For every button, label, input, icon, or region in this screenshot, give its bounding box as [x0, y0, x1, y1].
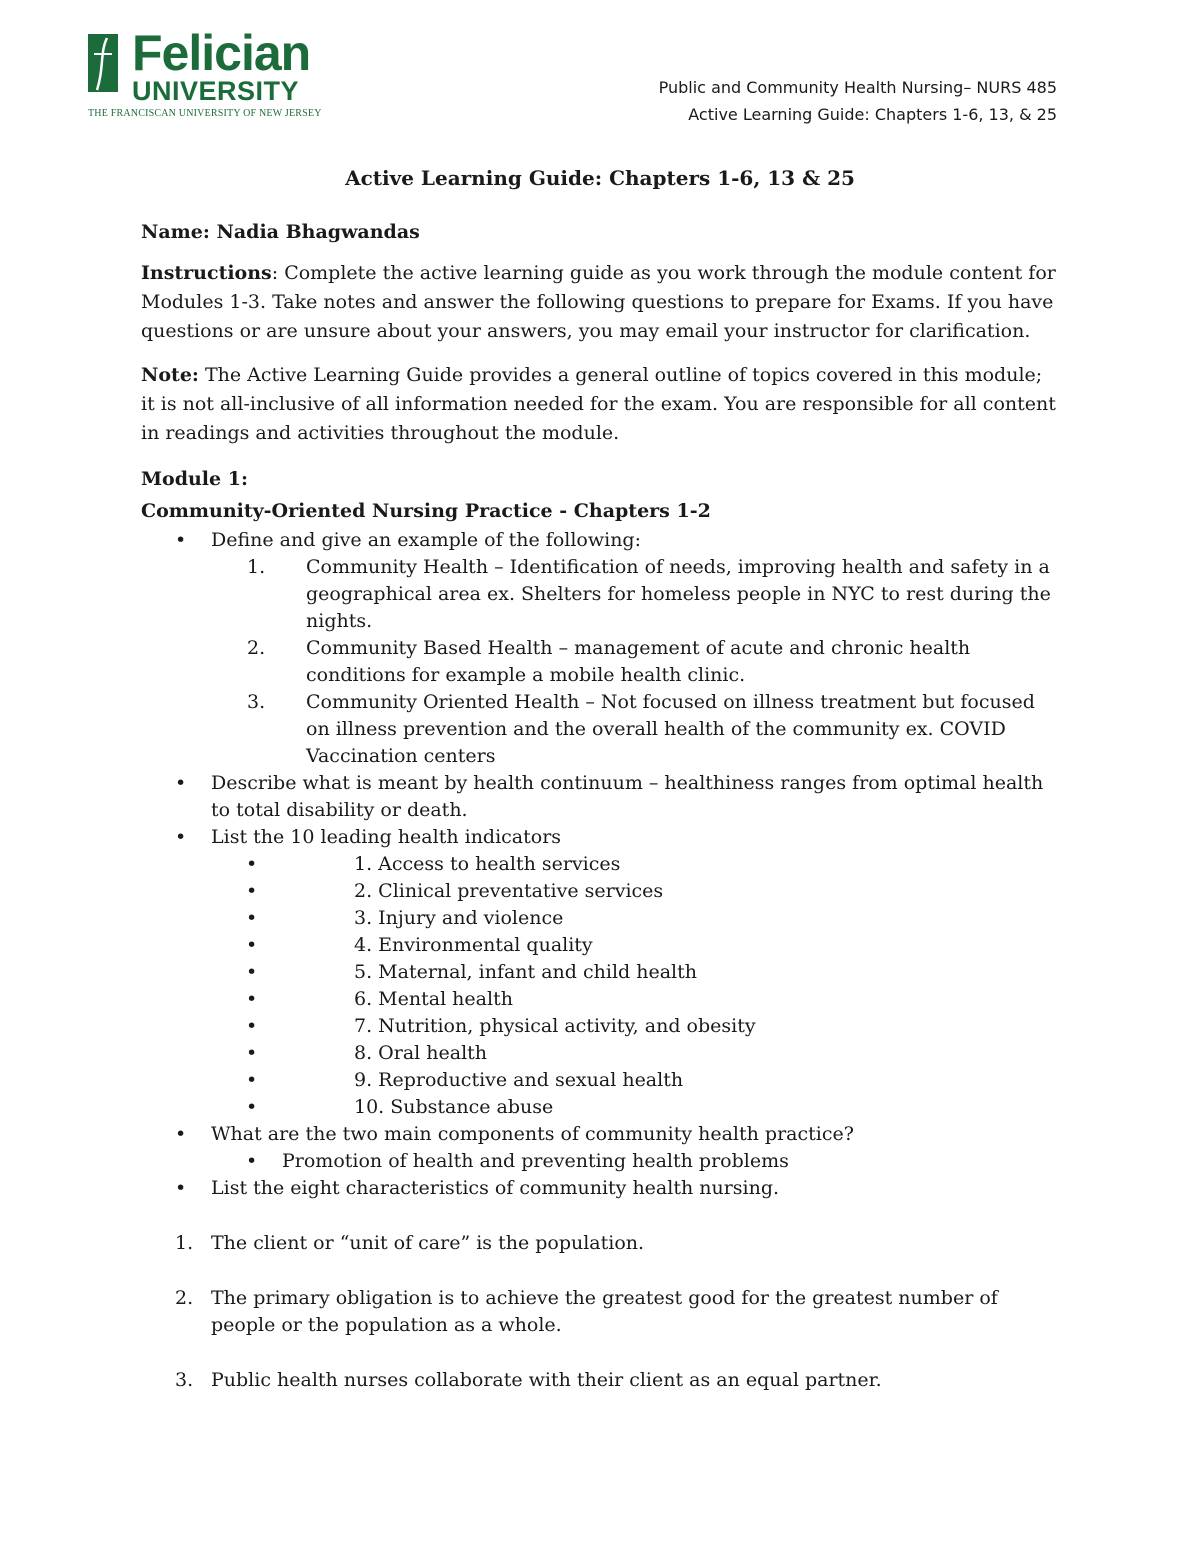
logo-wordmark: Felician: [132, 25, 311, 81]
list-number: 1.: [247, 556, 266, 578]
list-item: • 7. Nutrition, physical activity, and obesity: [211, 1013, 1061, 1040]
list-number: 2.: [175, 1287, 194, 1309]
list-item: [141, 527, 1061, 770]
note-label: Note:: [141, 364, 199, 386]
definition-text: Community Health – Identification of needs, improving health and safety in a geographical area ex. Shelters for homeless people in NYC to rest during the nights.: [306, 556, 1051, 632]
list-item: • 3. Injury and violence: [211, 905, 1061, 932]
list-item: • 10. Substance abuse: [211, 1094, 1061, 1121]
question-text: Describe what is meant by health continuum – healthiness ranges from optimal health to total disability or death.: [211, 772, 1044, 821]
instructions-label: Instructions: [141, 262, 272, 284]
list-item: [211, 635, 1061, 689]
indicators-list: [211, 851, 1061, 1121]
characteristics-list: [141, 1230, 1061, 1394]
characteristic-text: The client or “unit of care” is the population.: [211, 1232, 645, 1254]
list-item: • 5. Maternal, infant and child health: [211, 959, 1061, 986]
logo-mark-icon: [88, 34, 124, 98]
list-item: [211, 689, 1061, 770]
list-item: [141, 1121, 1061, 1175]
question-text: List the 10 leading health indicators: [211, 826, 562, 848]
header-course: Public and Community Health Nursing– NURS 485: [658, 78, 1057, 97]
document-body: [141, 218, 1061, 1394]
list-item: [141, 1175, 1061, 1202]
instructions-paragraph: [141, 259, 1061, 346]
list-item: • 1. Access to health services: [211, 851, 1061, 878]
header-guide: Active Learning Guide: Chapters 1-6, 13, & 25: [688, 105, 1057, 124]
document-title: Active Learning Guide: Chapters 1-6, 13 & 25: [345, 166, 855, 190]
list-item: [141, 1230, 1061, 1257]
logo-tagline: THE FRANCISCAN UNIVERSITY OF NEW JERSEY: [88, 108, 322, 119]
definition-text: Community Based Health – management of acute and chronic health conditions for example a mobile health clinic.: [306, 637, 971, 686]
list-item: • 9. Reproductive and sexual health: [211, 1067, 1061, 1094]
list-item: • 8. Oral health: [211, 1040, 1061, 1067]
list-item: • 6. Mental health: [211, 986, 1061, 1013]
list-item: • Promotion of health and preventing health problems: [211, 1148, 1061, 1175]
module-heading: Community-Oriented Nursing Practice - Chapters 1-2: [141, 500, 711, 522]
definition-text: Community Oriented Health – Not focused on illness treatment but focused on illness prevention and the overall health of the community ex. COVID Vaccination centers: [306, 691, 1035, 767]
list-item: [141, 1285, 1061, 1339]
question-text: Define and give an example of the following:: [211, 529, 641, 551]
list-number: 1.: [175, 1232, 194, 1254]
note-text: The Active Learning Guide provides a general outline of topics covered in this module; it is not all-inclusive of all information needed for the exam. You are responsible for all content in readings and activities throughout the module.: [141, 364, 1056, 444]
running-header: [659, 74, 1057, 128]
question-list: [141, 527, 1061, 1202]
felician-university-logo: [88, 25, 338, 122]
list-item: • 4. Environmental quality: [211, 932, 1061, 959]
logo-university: UNIVERSITY: [132, 76, 300, 106]
question-text: List the eight characteristics of community health nursing.: [211, 1177, 780, 1199]
instructions-text: : Complete the active learning guide as you work through the module content for Modules 1-3. Take notes and answer the following questions to prepare for Exams. If you have questions or are unsure about your answers, you may email your instructor for clarification.: [141, 262, 1056, 342]
list-item: [141, 770, 1061, 824]
characteristic-text: The primary obligation is to achieve the greatest good for the greatest number of people or the population as a whole.: [211, 1287, 998, 1336]
student-name: Name: Nadia Bhagwandas: [141, 221, 420, 243]
definitions-list: [211, 554, 1061, 770]
list-number: 3.: [247, 691, 266, 713]
question-text: What are the two main components of community health practice?: [211, 1123, 854, 1145]
list-item: [211, 554, 1061, 635]
note-paragraph: [141, 361, 1061, 448]
list-item: [141, 824, 1061, 1121]
list-item: • 2. Clinical preventative services: [211, 878, 1061, 905]
list-item: [141, 1367, 1061, 1394]
module-label: Module 1:: [141, 468, 248, 490]
list-number: 3.: [175, 1369, 194, 1391]
list-number: 2.: [247, 637, 266, 659]
components-list: [211, 1148, 1061, 1175]
characteristic-text: Public health nurses collaborate with their client as an equal partner.: [211, 1369, 882, 1391]
